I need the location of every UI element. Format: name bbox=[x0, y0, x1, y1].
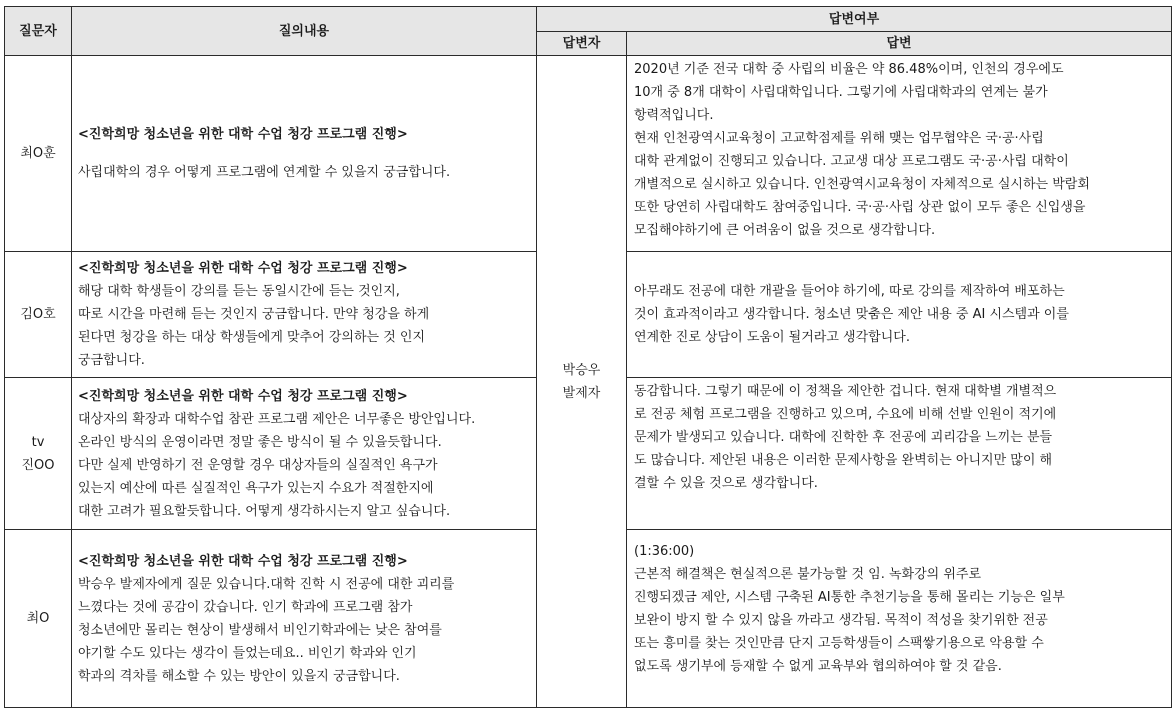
asker-cell bbox=[5, 56, 72, 252]
answer-cell bbox=[627, 378, 1172, 530]
question-line: 청소년에만 몰리는 현상이 발생해서 비인기학과에는 낮은 참여를 bbox=[78, 622, 442, 638]
header-answer: 답변 bbox=[627, 32, 1172, 56]
answer-line: 10개 중 8개 대학이 사립대학입니다. 그렇기에 사립대학과의 연계는 불가 bbox=[634, 85, 1048, 100]
question-cell bbox=[72, 378, 537, 530]
qa-row bbox=[5, 56, 1172, 252]
question-title: <진학희망 청소년을 위한 대학 수업 청강 프로그램 진행> bbox=[78, 388, 408, 404]
answer-cell bbox=[627, 252, 1172, 378]
answer-line: 없도록 생기부에 등재할 수 없게 교육부와 협의하여야 할 것 같음. bbox=[634, 659, 1002, 674]
question-line: 된다면 청강을 하는 대상 학생들에게 맞추어 강의하는 것 인지 bbox=[78, 330, 426, 345]
question-line: 야기할 수도 있다는 생각이 들었는데요.. 비인기 학과와 인기 bbox=[78, 645, 417, 661]
answer-line: 대학 관계없이 진행되고 있습니다. 고교생 대상 프로그램도 국·공·사립 대학이 bbox=[634, 154, 1069, 169]
asker-channel: tv bbox=[31, 434, 45, 450]
question-cell bbox=[72, 530, 537, 708]
answer-line: 것이 효과적이라고 생각합니다. 청소년 맞춤은 제안 내용 중 AI 시스템과 이를 bbox=[634, 307, 1069, 322]
answer-line: 개별적으로 실시하고 있습니다. 인천광역시교육청이 자체적으로 실시하는 박람회 bbox=[634, 177, 1090, 192]
answerer-cell bbox=[537, 56, 627, 708]
question-line: 다만 실제 반영하기 전 운영할 경우 대상자들의 실질적인 욕구가 bbox=[78, 457, 438, 473]
question-line: 온라인 방식의 운영이라면 정말 좋은 방식이 될 수 있을듯합니다. bbox=[78, 434, 442, 450]
qa-table bbox=[4, 6, 1172, 708]
asker-name: 김O호 bbox=[20, 307, 56, 322]
answer-cell bbox=[627, 530, 1172, 708]
question-line: 있는지 예산에 따른 실질적인 욕구가 있는지 수요가 적절한지에 bbox=[78, 480, 434, 496]
question-line: 궁금합니다. bbox=[78, 353, 145, 368]
answer-line: 또는 흥미를 찾는 것인만큼 단지 고등학생들이 스팩쌓기용으로 악용할 수 bbox=[634, 636, 1044, 651]
answer-line: 로 전공 체험 프로그램을 진행하고 있으며, 수요에 비해 선발 인원이 적기에 bbox=[634, 407, 1057, 422]
answer-line: 도 많습니다. 제안된 내용은 이러한 문제사항을 완벽히는 아니지만 많이 해 bbox=[634, 453, 1053, 468]
answerer-name: 박승우 bbox=[562, 362, 601, 378]
answer-line: 보완이 방지 할 수 있지 않을 까라고 생각됨. 목적이 적성을 찾기위한 전공 bbox=[634, 613, 1048, 628]
asker-cell bbox=[5, 530, 72, 708]
question-line: 따로 시간을 마련해 듣는 것인지 궁금합니다. 만약 청강을 하게 bbox=[78, 307, 430, 322]
question-title: <진학희망 청소년을 위한 대학 수업 청강 프로그램 진행> bbox=[78, 553, 408, 569]
answer-line: 문제가 발생되고 있습니다. 대학에 진학한 후 전공에 괴리감을 느끼는 분들 bbox=[634, 430, 1053, 445]
answer-line: 현재 인천광역시교육청이 고교학점제를 위해 맺는 업무협약은 국·공·사립 bbox=[634, 131, 1044, 146]
answer-line: 결할 수 있을 것으로 생각합니다. bbox=[634, 476, 818, 491]
asker-name: 진OO bbox=[21, 457, 55, 473]
answer-line: 2020년 기준 전국 대학 중 사립의 비율은 약 86.48%이며, 인천의 경우에도 bbox=[634, 62, 1064, 77]
question-line: 대한 고려가 필요할듯합니다. 어떻게 생각하시는지 알고 싶습니다. bbox=[78, 503, 451, 519]
answer-timestamp: (1:36:00) bbox=[634, 544, 695, 559]
question-line: 대상자의 확장과 대학수업 참관 프로그램 제안은 너무좋은 방안입니다. bbox=[78, 411, 476, 427]
answer-line: 항력적입니다. bbox=[634, 108, 714, 123]
question-line: 사립대학의 경우 어떻게 프로그램에 연계할 수 있을지 궁금합니다. bbox=[78, 165, 451, 180]
question-title: <진학희망 청소년을 위한 대학 수업 청강 프로그램 진행> bbox=[78, 127, 408, 142]
question-line: 박승우 발제자에게 질문 있습니다.대학 진학 시 전공에 대한 괴리를 bbox=[78, 576, 455, 592]
answer-line: 또한 당연히 사립대학도 참여중입니다. 국·공·사립 상관 없이 모두 좋은 신입생을 bbox=[634, 200, 1086, 215]
header-asker: 질문자 bbox=[5, 7, 72, 56]
header-answerer: 답변자 bbox=[537, 32, 627, 56]
asker-cell bbox=[5, 252, 72, 378]
question-title: <진학희망 청소년을 위한 대학 수업 청강 프로그램 진행> bbox=[78, 261, 408, 276]
question-cell bbox=[72, 252, 537, 378]
question-line: 해당 대학 학생들이 강의를 듣는 동일시간에 듣는 것인지, bbox=[78, 284, 400, 299]
answer-line: 연계한 진로 상담이 도움이 될거라고 생각합니다. bbox=[634, 330, 910, 345]
header-answer-status: 답변여부 bbox=[537, 7, 1172, 32]
answer-line: 진행되겠금 제안, 시스템 구축된 AI통한 추천기능을 통해 몰리는 기능은 일부 bbox=[634, 590, 1065, 605]
answer-line: 아무래도 전공에 대한 개괄을 들어야 하기에, 따로 강의를 제작하여 배포하는 bbox=[634, 284, 1065, 299]
header-row-top bbox=[5, 7, 1172, 32]
answer-line: 모집해야하기에 큰 어려움이 없을 것으로 생각합니다. bbox=[634, 223, 936, 238]
question-line: 느꼈다는 것에 공감이 갔습니다. 인기 학과에 프로그램 참가 bbox=[78, 599, 413, 615]
answerer-role: 발제자 bbox=[562, 385, 601, 401]
answer-line: 근본적 해결책은 현실적으론 불가능할 것 임. 녹화강의 위주로 bbox=[634, 567, 982, 582]
answer-cell bbox=[627, 56, 1172, 252]
question-cell bbox=[72, 56, 537, 252]
asker-name: 최O bbox=[26, 611, 50, 626]
asker-name: 최O훈 bbox=[20, 146, 56, 161]
header-question: 질의내용 bbox=[72, 7, 537, 56]
answer-line: 동감합니다. 그렇기 때문에 이 정책을 제안한 겁니다. 현재 대학별 개별적으 bbox=[634, 384, 1057, 399]
asker-cell bbox=[5, 378, 72, 530]
question-line: 학과의 격차를 해소할 수 있는 방안이 있을지 궁금합니다. bbox=[78, 668, 400, 684]
